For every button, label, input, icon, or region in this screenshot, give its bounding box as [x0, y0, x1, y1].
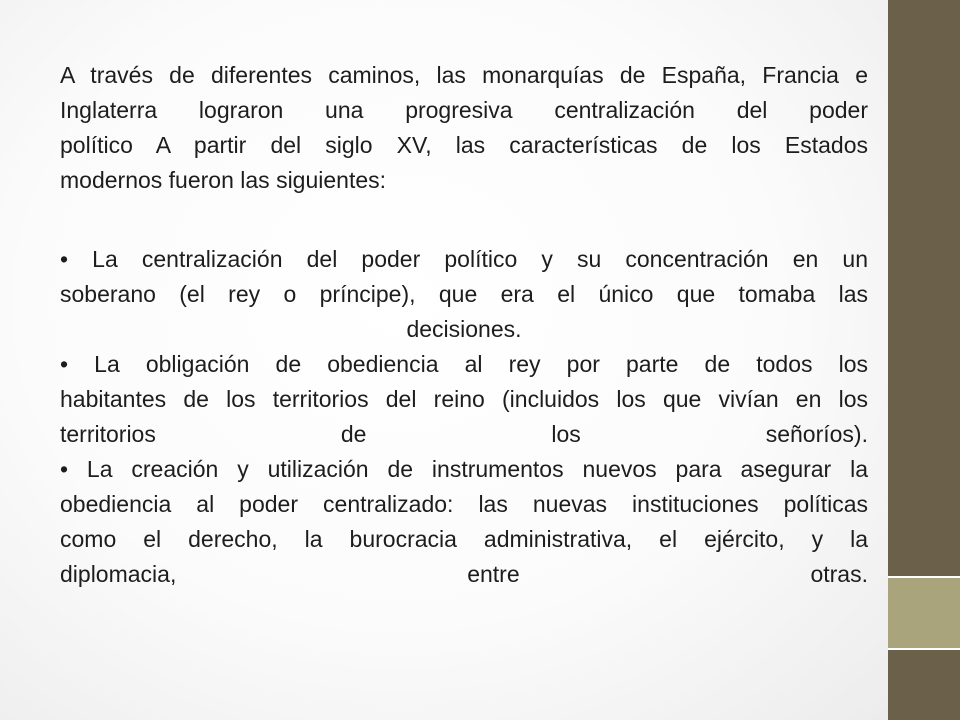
intro-line: político A partir del siglo XV, las características de los Estados [60, 132, 868, 158]
intro-line: modernos fueron las siguientes: [60, 167, 387, 193]
bullet-line [60, 557, 868, 592]
bullet-line: • La creación y utilización de instrumentos nuevos para asegurar la [60, 456, 868, 482]
bullet-item [60, 242, 868, 347]
intro-line: A través de diferentes caminos, las monarquías de España, Francia e [60, 62, 868, 88]
word: territorios [60, 421, 156, 447]
sidebar-decoration-bottom [888, 650, 960, 720]
word: diplomacia, [60, 561, 177, 587]
sidebar-decoration-top [888, 0, 960, 576]
intro-paragraph [60, 58, 868, 198]
slide-content [60, 58, 868, 592]
bullet-line: obediencia al poder centralizado: las nuevas instituciones políticas [60, 491, 868, 517]
bullet-line: habitantes de los territorios del reino (incluidos los que vivían en los [60, 386, 868, 412]
bullet-line: decisiones. [406, 316, 522, 342]
bullet-line [60, 417, 868, 452]
bullet-line: • La obligación de obediencia al rey por parte de todos los [60, 351, 868, 377]
sidebar-decoration-accent [888, 578, 960, 648]
intro-line: Inglaterra lograron una progresiva centralización del poder [60, 97, 868, 123]
bullet-item [60, 347, 868, 452]
word: señoríos). [765, 421, 868, 447]
word: entre [467, 561, 520, 587]
word: otras. [810, 561, 868, 587]
bullet-line: soberano (el rey o príncipe), que era el único que tomaba las [60, 281, 868, 307]
bullet-line: como el derecho, la burocracia administrativa, el ejército, y la [60, 526, 868, 552]
bullet-line: • La centralización del poder político y su concentración en un [60, 246, 868, 272]
word: de [340, 421, 367, 447]
bullet-item [60, 452, 868, 592]
word: los [551, 421, 581, 447]
